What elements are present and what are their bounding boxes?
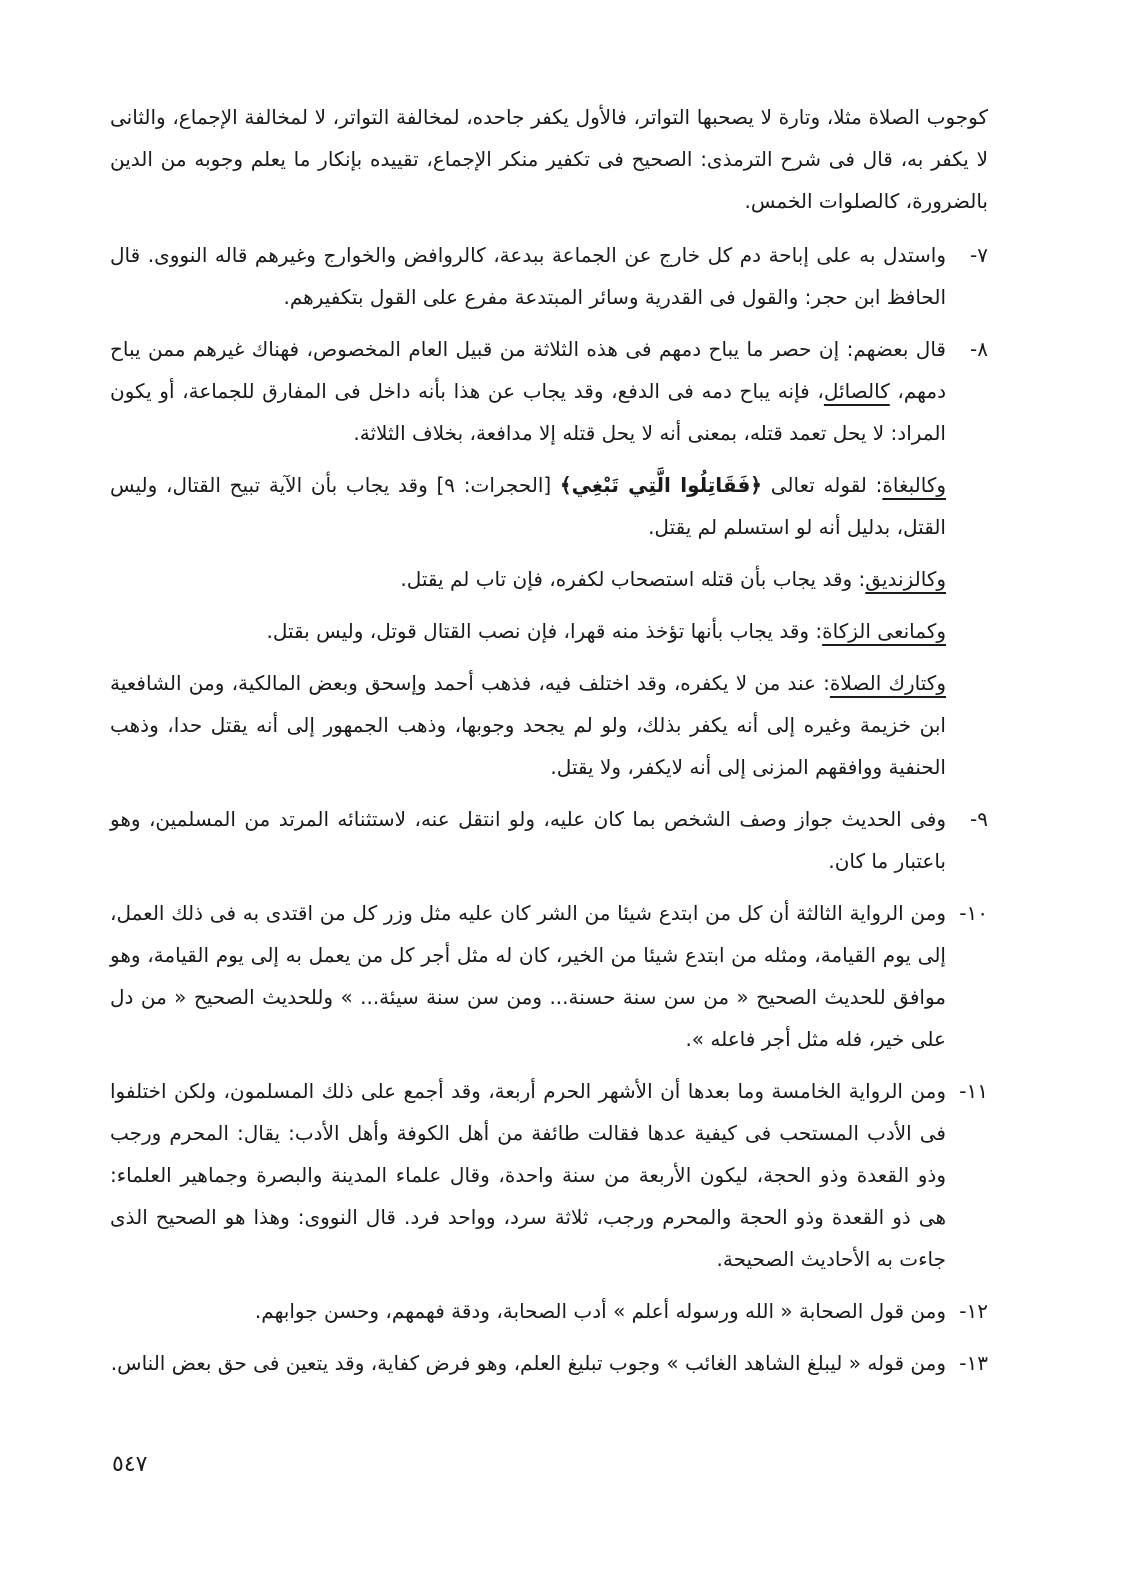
point-number: ٨- [970,337,988,361]
point-number: ٧- [970,243,988,267]
point-text: ومن قوله « ليبلغ الشاهد الغائب » وجوب تبليغ العلم، وهو فرض كفاية، وقد يتعين فى حق بعض الناس. [110,1351,946,1375]
intro-paragraph: كوجوب الصلاة مثلا، وتارة لا يصحبها التواتر، فالأول يكفر جاحده، لمخالفة التواتر، لا لمخالفة الإجماع، والثانى لا يكفر به، قال فى شرح الترمذى: الصحيح فى تكفير منكر الإجماع، تقييده بإنكار ما يعلم وجوبه من الدين بالضرورة، كالصلوات الخمس. [110,105,988,213]
point-13 [110,1342,988,1384]
document-page [110,96,988,1394]
underlined-term: وكالبغاة [882,473,946,497]
underlined-term: كالصائل [823,379,890,403]
sub-point-text: [الحجرات: ٩] وقد يجاب بأن الآية تبيح القتال، وليس القتل، بدليل أنه لو استسلم لم يقتل. [110,473,946,539]
point-text: ، فإنه يباح دمه فى الدفع، وقد يجاب عن هذا بأنه داخل فى المفارق للجماعة، أو يكون المراد: لا يحل تعمد قتله، بمعنى أنه لا يحل قتله إلا مدافعة، بخلاف الثلاثة. [110,379,946,445]
point-8 [110,328,988,454]
underlined-term: وكتارك الصلاة [829,671,946,695]
sub-point-text: : وقد يجاب بأنها تؤخذ منه قهرا، فإن نصب القتال قوتل، وليس بقتل. [266,619,823,643]
point-12 [110,1290,988,1332]
point-text: ومن الرواية الخامسة وما بعدها أن الأشهر الحرم أربعة، وقد أجمع على ذلك المسلمون، ولكن اختلفوا فى الأدب المستحب فى كيفية عدها فقالت طائفة من أهل الكوفة وأهل الأدب: يقال: المحرم ورجب وذو القعدة وذو الحجة، ليكون الأربعة من سنة واحدة، وقال علماء المدينة والبصرة وجماهير العلماء: هى ذو القعدة وذو الحجة والمحرم ورجب، ثلاثة سرد، وواحد فرد. قال النووى: وهذا هو الصحيح الذى جاءت به الأحاديث الصحيحة. [110,1079,946,1271]
point-7 [110,234,988,318]
point-text: قال بعضهم: إن حصر ما يباح دمهم فى هذه الثلاثة من قبيل العام المخصوص، فهناك غيرهم ممن يباح دمهم، [110,337,947,403]
sub-point-text: : وقد يجاب بأن قتله استصحاب لكفره، فإن تاب لم يقتل. [400,567,866,591]
sub-point-zindiq [110,558,988,600]
point-number: ١٢- [959,1299,988,1323]
point-body [110,328,946,454]
sub-point-zakat [110,610,988,652]
point-11 [110,1070,988,1280]
point-number: ١٠- [959,901,988,925]
point-text: ومن الرواية الثالثة أن كل من ابتدع شيئا من الشر كان عليه مثل وزر كل من اقتدى به فى ذلك العمل، إلى يوم القيامة، ومثله من ابتدع شيئا من الخير، كان له مثل أجر كل من يعمل به إلى يوم القيامة، وهو موافق للحديث الصحيح « من سن سنة حسنة... ومن سن سنة سيئة... » وللحديث الصحيح « من دل على خير، فله مثل أجر فاعله ». [110,901,946,1051]
underlined-term: وكالزنديق [865,567,946,591]
point-text: وفى الحديث جواز وصف الشخص بما كان عليه، ولو انتقل عنه، لاستثنائه المرتد من المسلمين، وهو باعتبار ما كان. [110,807,946,873]
point-10 [110,892,988,1060]
point-text: ومن قول الصحابة « الله ورسوله أعلم » أدب الصحابة، ودقة فهمهم، وحسن جوابهم. [254,1299,946,1323]
page-number: ٥٤٧ [112,1452,148,1477]
point-number: ١١- [959,1079,988,1103]
underlined-term: وكمانعى الزكاة [822,619,946,643]
point-text: واستدل به على إباحة دم كل خارج عن الجماعة ببدعة، كالروافض والخوارج وغيرهم قاله النووى. قال الحافظ ابن حجر: والقول فى القدرية وسائر المبتدعة مفرع على القول بتكفيرهم. [110,243,946,309]
point-number: ١٣- [959,1351,988,1375]
sub-point-text: : لقوله تعالى [762,473,883,497]
point-number: ٩- [970,807,988,831]
sub-point-text: : عند من لا يكفره، وقد اختلف فيه، فذهب أحمد وإسحق وبعض المالكية، ومن الشافعية ابن خزيمة وغيره إلى أنه يكفر بذلك، ولو لم يجحد وجوبها، وذهب الجمهور إلى أنه يقتل حدا، وذهب الحنفية ووافقهم المزنى إلى أنه لايكفر، ولا يقتل. [110,671,946,779]
point-9 [110,798,988,882]
sub-point-bughat [110,464,988,548]
quran-verse: ﴿فَقَاتِلُوا الَّتِي تَبْغِي﴾ [559,473,763,497]
sub-point-salat [110,662,988,788]
